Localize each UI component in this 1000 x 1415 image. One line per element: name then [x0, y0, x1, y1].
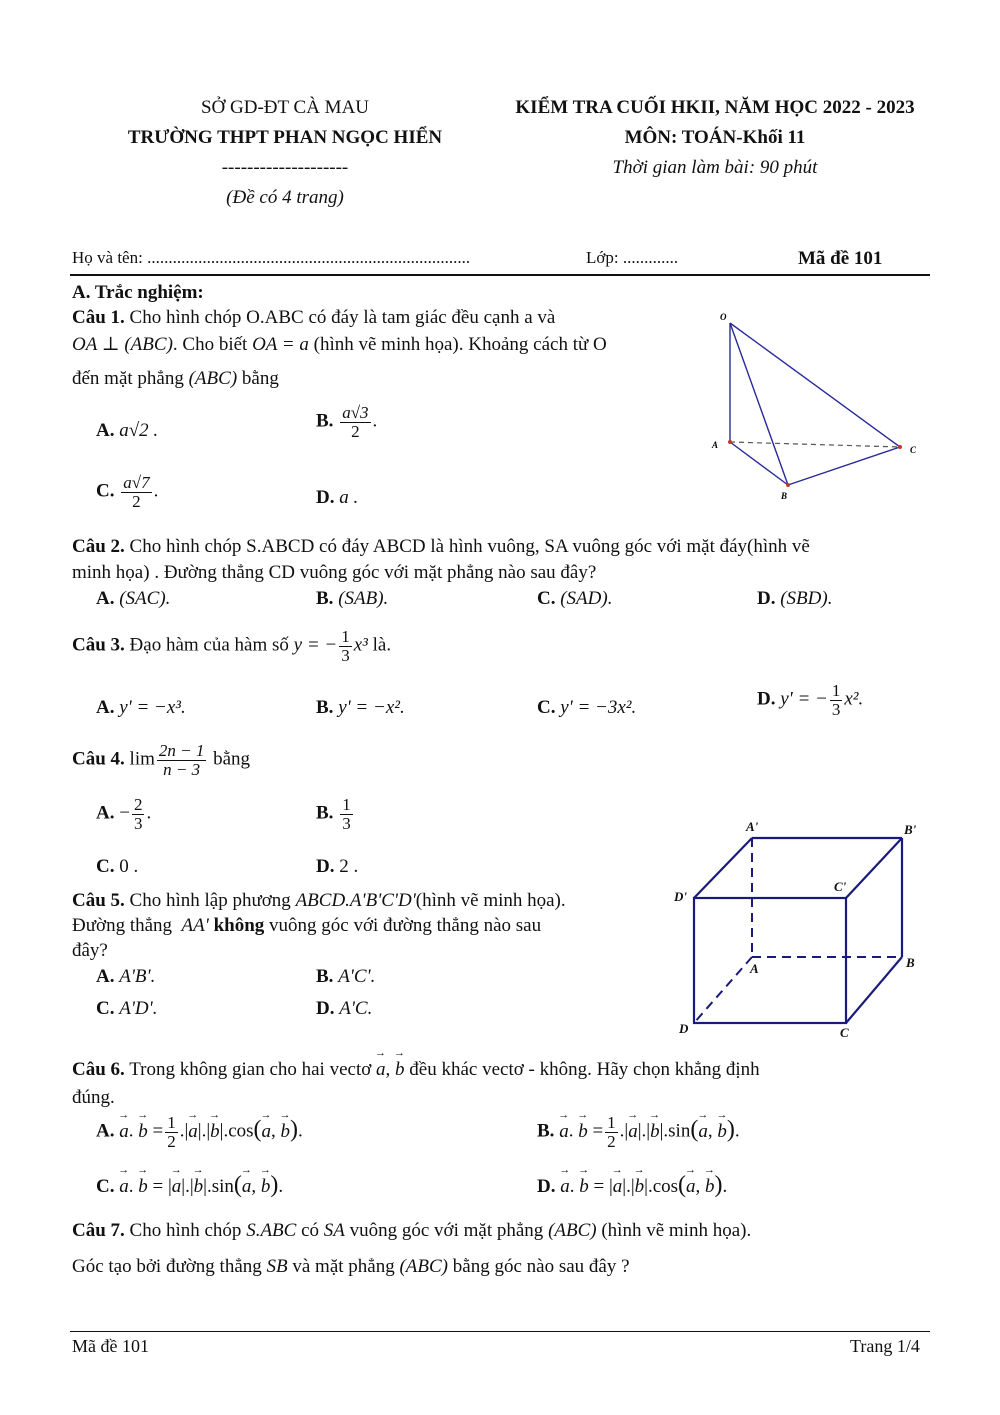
q5-line1	[72, 890, 566, 912]
option-label: D.	[316, 856, 335, 877]
fraction: $\frac{2}{3}$	[133, 795, 143, 833]
q7-sb: SB	[266, 1256, 288, 1277]
option-label: C.	[96, 1176, 115, 1197]
q2-option-c[interactable]	[537, 588, 612, 610]
q1-option-a[interactable]	[96, 420, 158, 442]
option-label: A.	[96, 420, 115, 441]
footer-exam-code: Mã đề 101	[72, 1336, 149, 1356]
q1-text3a: đến mặt phẳng	[72, 368, 184, 389]
q1-line1	[72, 307, 555, 329]
option-value: A'C.	[339, 998, 373, 1019]
cube-figure	[670, 815, 930, 1045]
q7-text2e: bằng góc nào sau đây ?	[452, 1256, 630, 1277]
q6-option-a[interactable]: A. → a. → b = $\frac{1}{2}$ .|→ a|.|→ b|.cos(→ a, → b).	[96, 1114, 303, 1151]
page-count-note: (Đề có 4 trang)	[226, 187, 344, 208]
student-name-field: Họ và tên: ............................................................................	[72, 248, 471, 267]
q5-cube-name: ABCD.A'B'C'D'	[295, 890, 416, 911]
vertex-label: B	[781, 491, 788, 501]
q7-label: Câu 7.	[72, 1220, 125, 1241]
q7-pyramid: S.ABC	[246, 1220, 297, 1241]
q6-label: Câu 6.	[72, 1059, 125, 1080]
q7-text1a: Cho hình chóp	[129, 1220, 242, 1241]
q3-label: Câu 3.	[72, 634, 125, 656]
q7-plane2: (ABC)	[399, 1256, 449, 1277]
q3-text: Đạo hàm của hàm số	[129, 634, 289, 656]
option-label: C.	[96, 856, 115, 877]
q7-line2	[72, 1256, 630, 1278]
q5-text1c: (hình vẽ minh họa).	[415, 890, 566, 911]
q1-label: Câu 1.	[72, 307, 125, 328]
option-value: 0 .	[119, 856, 139, 877]
q1-text: Cho hình chóp O.ABC có đáy là tam giác đều cạnh a và	[129, 307, 556, 328]
option-label: D.	[757, 688, 776, 710]
header-divider: --------------------	[221, 157, 349, 178]
q3-fn: y = −	[293, 634, 338, 656]
q3-line1	[72, 628, 391, 665]
q7-plane: (ABC)	[548, 1220, 597, 1241]
fraction: $\frac{1}{3}$	[342, 795, 351, 833]
option-label: A.	[96, 1120, 115, 1142]
trig-cos: .cos	[223, 1120, 254, 1142]
q5-text1a: Cho hình lập phương	[129, 890, 291, 911]
q5-line3: đây?	[72, 940, 108, 961]
option-value: (SAD).	[560, 588, 613, 609]
option-label: D.	[316, 487, 335, 508]
q5-option-a[interactable]	[96, 966, 155, 988]
q4-option-b[interactable]	[316, 796, 355, 833]
q5-option-c[interactable]	[96, 998, 157, 1020]
q4-option-d[interactable]	[316, 856, 358, 878]
header-rule	[70, 274, 930, 276]
fraction: $\frac{a√3}{2}$	[342, 403, 369, 441]
fraction: $\frac{1}{2}$	[607, 1113, 616, 1151]
q2-option-a[interactable]	[96, 588, 170, 610]
q1-text2d: (hình vẽ minh họa). Khoảng cách từ O	[313, 334, 607, 355]
option-value: A'B'.	[119, 966, 156, 987]
q4-text: bằng	[213, 748, 251, 770]
q2-label: Câu 2.	[72, 536, 125, 557]
fraction: $\frac{1}{3}$	[831, 681, 841, 719]
option-label: B.	[316, 802, 334, 824]
trig-sin: .sin	[206, 1176, 234, 1197]
q2-option-b[interactable]	[316, 588, 388, 610]
option-label: C.	[96, 998, 115, 1019]
option-value: y' = −x².	[338, 697, 405, 718]
option-label: A.	[96, 966, 115, 987]
option-label: A.	[96, 802, 115, 824]
subject-title: MÔN: TOÁN-Khối 11	[624, 127, 806, 148]
option-value: y' = −x³.	[119, 697, 186, 718]
q5-label: Câu 5.	[72, 890, 125, 911]
page-number: Trang 1/4	[850, 1336, 920, 1356]
vertex-label: A	[712, 440, 719, 450]
option-label: B.	[316, 410, 334, 432]
q6-text1a: Trong không gian cho hai vectơ	[129, 1059, 372, 1080]
vertex-label: B'	[904, 822, 917, 837]
option-value: (SBD).	[780, 588, 833, 609]
q3-option-b[interactable]	[316, 697, 405, 719]
option-label: C.	[96, 480, 115, 502]
q7-text2a: Góc tạo bởi đường thẳng	[72, 1256, 262, 1277]
q2-line1	[72, 536, 810, 558]
class-field: Lớp: .............	[586, 248, 679, 267]
vertex-label: A'	[746, 819, 759, 834]
q2-line2: minh họa) . Đường thẳng CD vuông góc với mặt phẳng nào sau đây?	[72, 562, 597, 583]
q7-text2c: và mặt phẳng	[292, 1256, 395, 1277]
school-name: TRƯỜNG THPT PHAN NGỌC HIỂN	[127, 127, 443, 148]
fraction: $\frac{1}{2}$	[167, 1113, 176, 1151]
trig-cos: .cos	[647, 1176, 679, 1197]
option-value: A'C'.	[338, 966, 376, 987]
q6-option-c[interactable]: C. → a. → b = |→ a|.|→ b|.sin(→ a, → b).	[96, 1172, 283, 1199]
q5-line-aa: AA'	[181, 915, 209, 936]
vertex-label: C	[910, 445, 917, 455]
q1-text3c: bằng	[241, 368, 279, 389]
q4-option-a[interactable]	[96, 796, 151, 833]
pyramid-figure	[700, 305, 930, 510]
q5-emphasis: không	[213, 915, 265, 936]
vertex-label: B	[906, 955, 915, 970]
q3-option-a[interactable]	[96, 697, 186, 719]
vertex-label: C	[840, 1025, 849, 1040]
option-value: y' = −	[780, 688, 828, 710]
option-value-tail: x².	[844, 688, 864, 710]
q3-fn-tail: x³	[353, 634, 368, 656]
q5-text2a: Đường thẳng	[72, 915, 173, 936]
option-value: (SAB).	[338, 588, 389, 609]
q1-option-c[interactable]: C. $\frac{a√7}{2}$ .	[96, 473, 159, 511]
trig-sin: .sin	[663, 1120, 691, 1142]
q3-text-b: là.	[372, 634, 392, 656]
option-value: (SAC).	[119, 588, 171, 609]
option-label: A.	[96, 588, 115, 609]
vertex-label: D	[679, 1021, 689, 1036]
q1-option-d[interactable]	[316, 487, 358, 509]
q1-math-oa: OA = a	[252, 334, 309, 355]
exam-code: Mã đề 101	[798, 248, 883, 269]
q2-option-d[interactable]	[757, 588, 832, 610]
option-sign: −	[119, 802, 130, 824]
option-value: y' = −3x².	[560, 697, 637, 718]
q1-plane: (ABC)	[188, 368, 238, 389]
footer-rule	[70, 1331, 930, 1332]
option-label: D.	[757, 588, 776, 609]
vertex-label: D'	[674, 889, 687, 904]
q7-text1c: có	[301, 1220, 320, 1241]
fraction: $\frac{1}{3}$	[341, 627, 350, 665]
option-label: B.	[316, 966, 334, 987]
vertex-label: A	[750, 961, 759, 976]
fraction: $\frac{2n - 1}{n - 3}$	[158, 741, 205, 779]
option-label: C.	[537, 588, 556, 609]
q1-math-perp: OA ⊥ (ABC)	[72, 334, 173, 355]
q1-line2	[72, 333, 607, 356]
option-value: a√2 .	[119, 420, 159, 441]
school-department: SỞ GD-ĐT CÀ MAU	[200, 97, 370, 118]
option-label: A.	[96, 697, 115, 718]
vertex-label: C'	[834, 879, 847, 894]
section-title: A. Trắc nghiệm:	[72, 282, 204, 303]
option-label: D.	[316, 998, 335, 1019]
option-label: B.	[316, 697, 334, 718]
q6-option-d[interactable]: D. → a. → b = |→ a|.|→ b|.cos(→ a, → b).	[537, 1172, 727, 1199]
q5-line2	[72, 915, 541, 937]
q3-option-c[interactable]	[537, 697, 636, 719]
q5-option-b[interactable]	[316, 966, 375, 988]
option-label: D.	[537, 1176, 556, 1197]
exam-title: KIỂM TRA CUỐI HKII, NĂM HỌC 2022 - 2023	[515, 97, 915, 118]
q1-line3	[72, 368, 279, 390]
fraction: $\frac{a√7}{2}$	[123, 473, 150, 511]
q4-label: Câu 4.	[72, 748, 125, 770]
q4-option-c[interactable]	[96, 856, 138, 878]
option-label: C.	[537, 697, 556, 718]
option-value: 2 .	[339, 856, 359, 877]
option-label: B.	[537, 1120, 555, 1142]
q4-line1	[72, 742, 250, 779]
option-dot: .	[146, 802, 152, 824]
option-value: A'D'.	[119, 998, 158, 1019]
q6-line2: đúng.	[72, 1087, 115, 1108]
option-label: B.	[316, 588, 334, 609]
q7-text1g: (hình vẽ minh họa).	[601, 1220, 752, 1241]
q6-text1b: đều khác vectơ - không. Hãy chọn khẳng định	[409, 1059, 760, 1080]
time-limit: Thời gian làm bài: 90 phút	[612, 157, 818, 178]
q1-text2b: . Cho biết	[172, 334, 248, 355]
q7-sa: SA	[323, 1220, 345, 1241]
q6-option-b[interactable]: B. → a. → b = $\frac{1}{2}$ .|→ a|.|→ b|.sin(→ a, → b).	[537, 1114, 740, 1151]
q6-line1: Câu 6. Trong không gian cho hai vectơ → a, → b đều khác vectơ - không. Hãy chọn khẳng định	[72, 1059, 760, 1081]
q3-option-d[interactable]	[757, 682, 863, 719]
option-value: a .	[339, 487, 359, 508]
q7-text1e: vuông góc với mặt phẳng	[349, 1220, 544, 1241]
q5-option-d[interactable]	[316, 998, 372, 1020]
q7-line1	[72, 1220, 751, 1242]
q1-option-b[interactable]: B. $\frac{a√3}{2}$ .	[316, 403, 378, 441]
vertex-label: O	[720, 312, 727, 322]
q2-text1: Cho hình chóp S.ABCD có đáy ABCD là hình vuông, SA vuông góc với mặt đáy(hình vẽ	[129, 536, 810, 557]
q5-text2d: vuông góc với đường thẳng nào sau	[269, 915, 542, 936]
q4-lim: lim	[129, 748, 155, 770]
